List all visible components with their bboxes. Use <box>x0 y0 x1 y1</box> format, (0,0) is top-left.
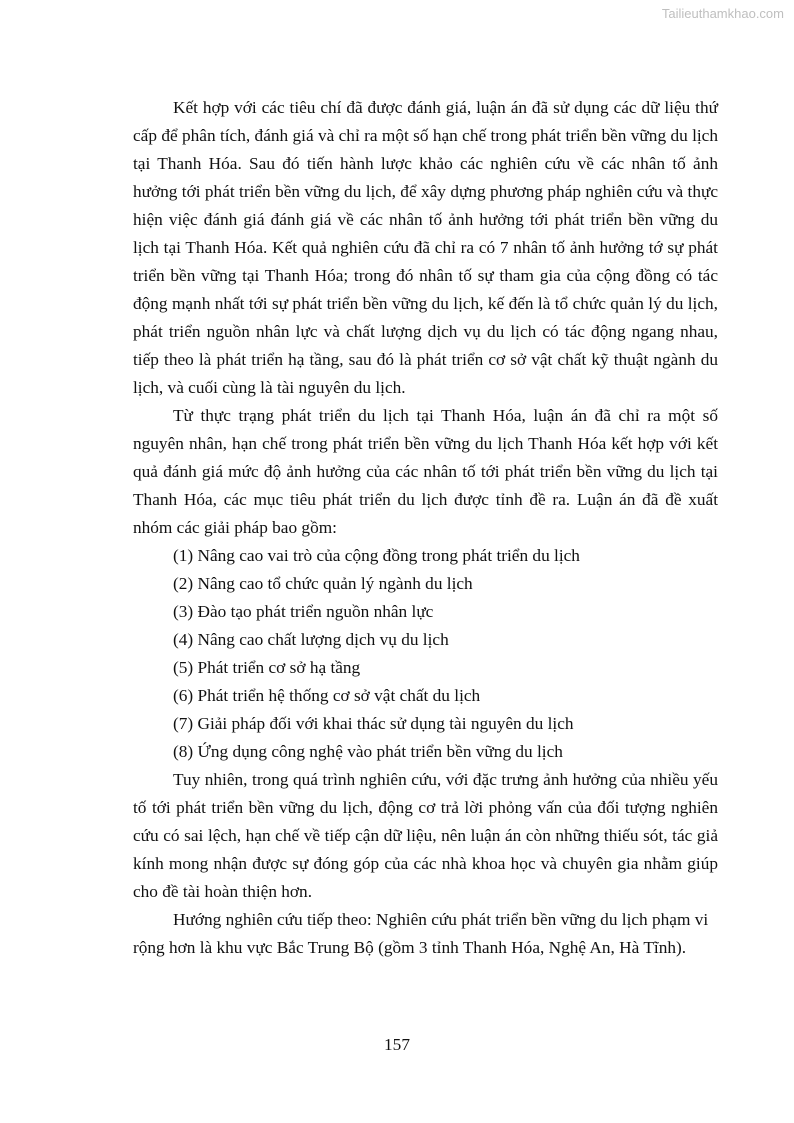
page-body <box>133 94 718 962</box>
paragraph-summary-findings: Kết hợp với các tiêu chí đã được đánh giá, luận án đã sử dụng các dữ liệu thứ cấp để phân tích, đánh giá và chỉ ra một số hạn chế trong phát triển bền vững du lịch tại Thanh Hóa. Sau đó tiến hành lược khảo các nghiên cứu về các nhân tố ảnh hưởng tới phát triển bền vững du lịch, để xây dựng phương pháp nghiên cứu và thực hiện việc đánh giá đánh giá về các nhân tố ảnh hưởng tới phát triển bền vững du lịch tại Thanh Hóa. Kết quả nghiên cứu đã chỉ ra có 7 nhân tố ảnh hưởng tớ sự phát triển bền vững tại Thanh Hóa; trong đó nhân tố sự tham gia của cộng đồng có tác động mạnh nhất tới sự phát triển bền vững du lịch, kế đến là tổ chức quản lý du lịch, phát triển nguồn nhân lực và chất lượng dịch vụ du lịch có tác động ngang nhau, tiếp theo là phát triển hạ tầng, sau đó là phát triển cơ sở vật chất kỹ thuật ngành du lịch, và cuối cùng là tài nguyên du lịch. <box>133 98 718 397</box>
solution-item-8: (8) Ứng dụng công nghệ vào phát triển bền vững du lịch <box>173 742 563 761</box>
solution-item-5: (5) Phát triển cơ sở hạ tầng <box>173 658 361 677</box>
solution-item-7: (7) Giải pháp đối với khai thác sử dụng tài nguyên du lịch <box>173 714 574 733</box>
watermark-text: Tailieuthamkhao.com <box>661 6 784 21</box>
solution-item-2: (2) Nâng cao tổ chức quản lý ngành du lịch <box>173 574 473 593</box>
solution-item-3: (3) Đào tạo phát triển nguồn nhân lực <box>173 602 434 621</box>
page-number: 157 <box>384 1035 410 1054</box>
paragraph-limitations: Tuy nhiên, trong quá trình nghiên cứu, với đặc trưng ảnh hưởng của nhiều yếu tố tới phát triển bền vững du lịch, động cơ trả lời phỏng vấn của đối tượng nghiên cứu có sai lệch, hạn chế về tiếp cận dữ liệu, nên luận án còn những thiếu sót, tác giả kính mong nhận được sự đóng góp của các nhà khoa học và chuyên gia nhằm giúp cho đề tài hoàn thiện hơn. <box>133 770 718 901</box>
paragraph-future-research: Hướng nghiên cứu tiếp theo: Nghiên cứu phát triển bền vững du lịch phạm vi rộng hơn là khu vực Bắc Trung Bộ (gồm 3 tỉnh Thanh Hóa, Nghệ An, Hà Tĩnh). <box>133 910 709 957</box>
solution-item-4: (4) Nâng cao chất lượng dịch vụ du lịch <box>173 630 449 649</box>
solutions-list <box>133 542 718 766</box>
solution-item-1: (1) Nâng cao vai trò của cộng đồng trong phát triển du lịch <box>173 546 580 565</box>
solution-item-6: (6) Phát triển hệ thống cơ sở vật chất du lịch <box>173 686 481 705</box>
paragraph-causes-and-solutions-intro: Từ thực trạng phát triển du lịch tại Thanh Hóa, luận án đã chỉ ra một số nguyên nhân, hạn chế trong phát triển bền vững du lịch Thanh Hóa kết hợp với kết quả đánh giá mức độ ảnh hưởng của các nhân tố tới phát triển bền vững du lịch tại Thanh Hóa, các mục tiêu phát triển du lịch được tỉnh đề ra. Luận án đã đề xuất nhóm các giải pháp bao gồm: <box>133 406 718 537</box>
